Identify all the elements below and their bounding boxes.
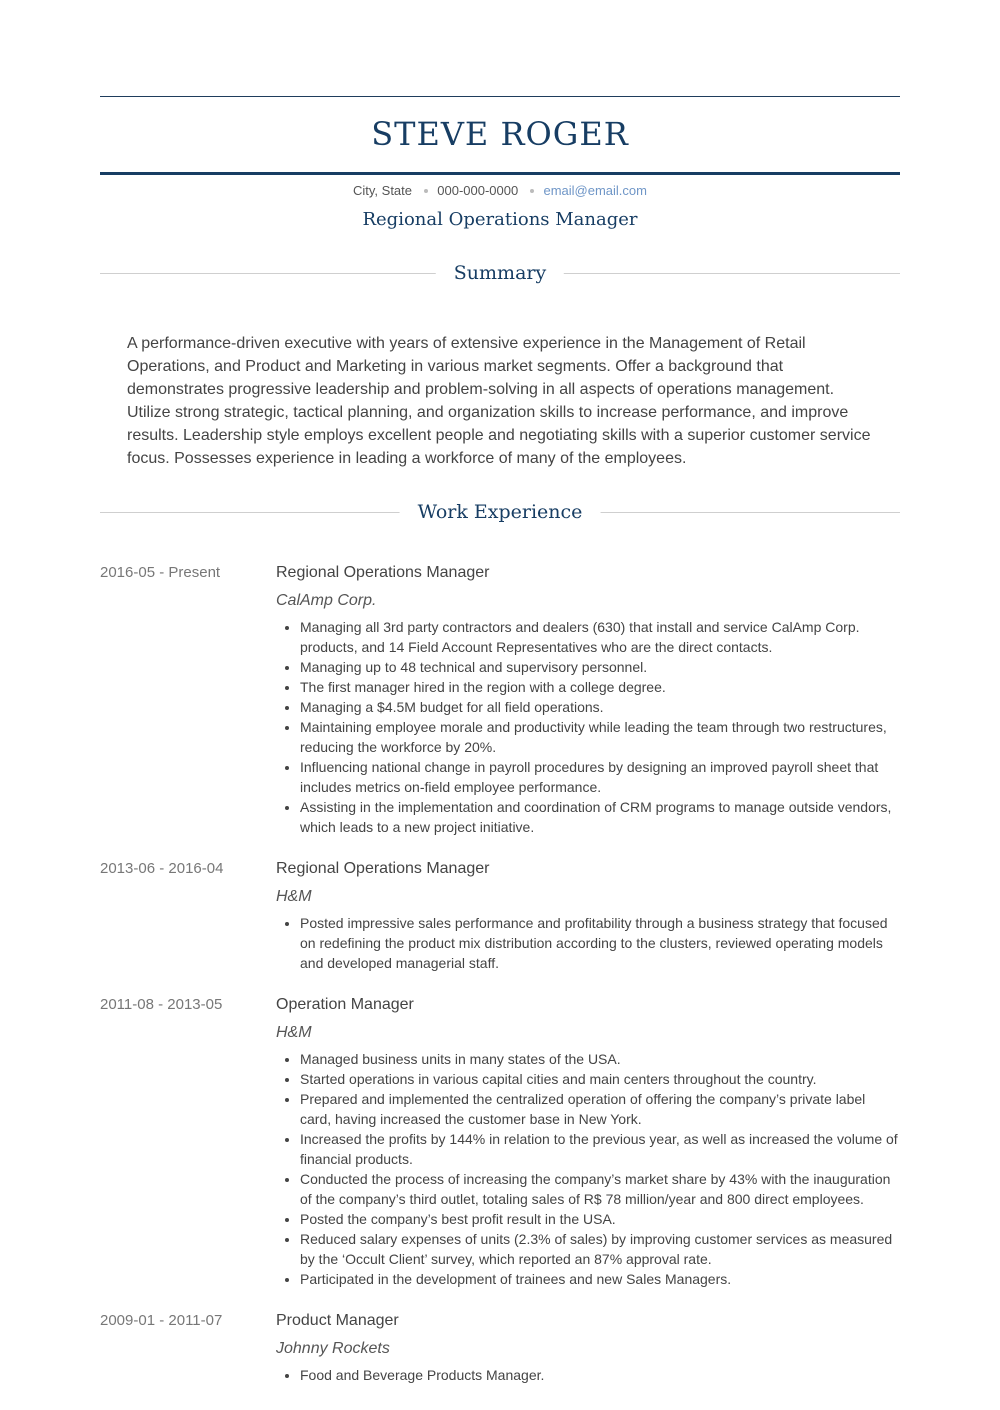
job-bullet: • Assisting in the implementation and coordination of CRM programs to manage outside vendors, which leads to a new project initiative. [300,797,900,837]
header-top-rule [100,96,900,97]
job-title: Operation Manager [276,996,414,1013]
experience-section-title: Work Experience [400,498,601,526]
job-company: H&M [276,888,312,905]
job-bullet: • Managed business units in many states of the USA. [300,1049,900,1069]
job-details [276,561,900,837]
job-bullet: • Posted the company’s best profit result in the USA. [300,1209,900,1229]
separator-dot [530,189,534,193]
contact-line [100,182,900,200]
contact-phone: 000-000-0000 [437,183,519,198]
experience-section-header [100,498,900,526]
separator-dot [424,189,428,193]
job-bullet: • Prepared and implemented the centralized operation of offering the company’s private label card, having increased the customer base in New York. [300,1089,900,1129]
job-dates: 2013-06 - 2016-04 [100,860,224,877]
job-bullet: • Influencing national change in payroll procedures by designing an improved payroll sheet that includes metrics on-field employee performance. [300,757,900,797]
job-entry [100,1309,900,1385]
job-bullet-list [276,913,900,973]
header-bottom-rule [100,172,900,175]
candidate-name: STEVE ROGER [371,115,629,153]
job-dates: 2011-08 - 2013-05 [100,996,223,1013]
job-entry [100,993,900,1289]
job-bullet-list [276,1365,900,1385]
job-details [276,993,900,1289]
job-bullet-list [276,617,900,837]
summary-section-header [100,259,900,287]
job-company: CalAmp Corp. [276,592,377,609]
job-company: Johnny Rockets [276,1340,390,1357]
job-bullet: • Increased the profits by 144% in relation to the previous year, as well as increased the volume of financial products. [300,1129,900,1169]
job-dates: 2016-05 - Present [100,564,221,581]
job-bullet: • Conducted the process of increasing the company’s market share by 43% with the inauguration of the company’s third outlet, totaling sales of R$ 78 million/year and 800 direct employees. [300,1169,900,1209]
job-company: H&M [276,1024,312,1041]
job-bullet: • Managing up to 48 technical and supervisory personnel. [300,657,900,677]
professional-headline: Regional Operations Manager [362,209,638,230]
job-title: Product Manager [276,1312,399,1329]
job-bullet: • Posted impressive sales performance and profitability through a business strategy that focused on redefining the product mix distribution according to the clusters, reviewed operating models and developed managerial staff. [300,913,900,973]
job-title: Regional Operations Manager [276,564,490,581]
job-bullet: • Participated in the development of trainees and new Sales Managers. [300,1269,900,1289]
job-entry [100,857,900,973]
job-bullet: • Food and Beverage Products Manager. [300,1365,900,1385]
job-entry [100,561,900,837]
summary-text: A performance-driven executive with years of extensive experience in the Management of Retail Operations, and Product and Marketing in various market segments. Offer a background that demonstrates progressive leadership and problem-solving in all aspects of operations management. Utilize strong strategic, tactical planning, and organization skills to increase performance, and improve results. Leadership style employs excellent people and negotiating skills with a superior customer service focus. Possesses experience in leading a workforce of many of the employees. [127,335,871,467]
job-bullet: • Managing all 3rd party contractors and dealers (630) that install and service CalAmp Corp. products, and 14 Field Account Representatives who are the direct contacts. [300,617,900,657]
contact-email-link[interactable]: email@email.com [543,183,647,198]
work-experience-list [100,561,900,1405]
job-title: Regional Operations Manager [276,860,490,877]
job-dates: 2009-01 - 2011-07 [100,1312,223,1329]
summary-section-title: Summary [436,259,564,287]
job-bullet: • The first manager hired in the region with a college degree. [300,677,900,697]
job-bullet: • Maintaining employee morale and productivity while leading the team through two restructures, reducing the workforce by 20%. [300,717,900,757]
job-bullet: • Started operations in various capital cities and main centers throughout the country. [300,1069,900,1089]
job-bullet-list [276,1049,900,1289]
job-bullet: • Managing a $4.5M budget for all field operations. [300,697,900,717]
job-details [276,1309,900,1385]
contact-location: City, State [353,183,413,198]
job-bullet: • Reduced salary expenses of units (2.3% of sales) by improving customer services as measured by the ‘Occult Client’ survey, which reported an 87% approval rate. [300,1229,900,1269]
job-details [276,857,900,973]
